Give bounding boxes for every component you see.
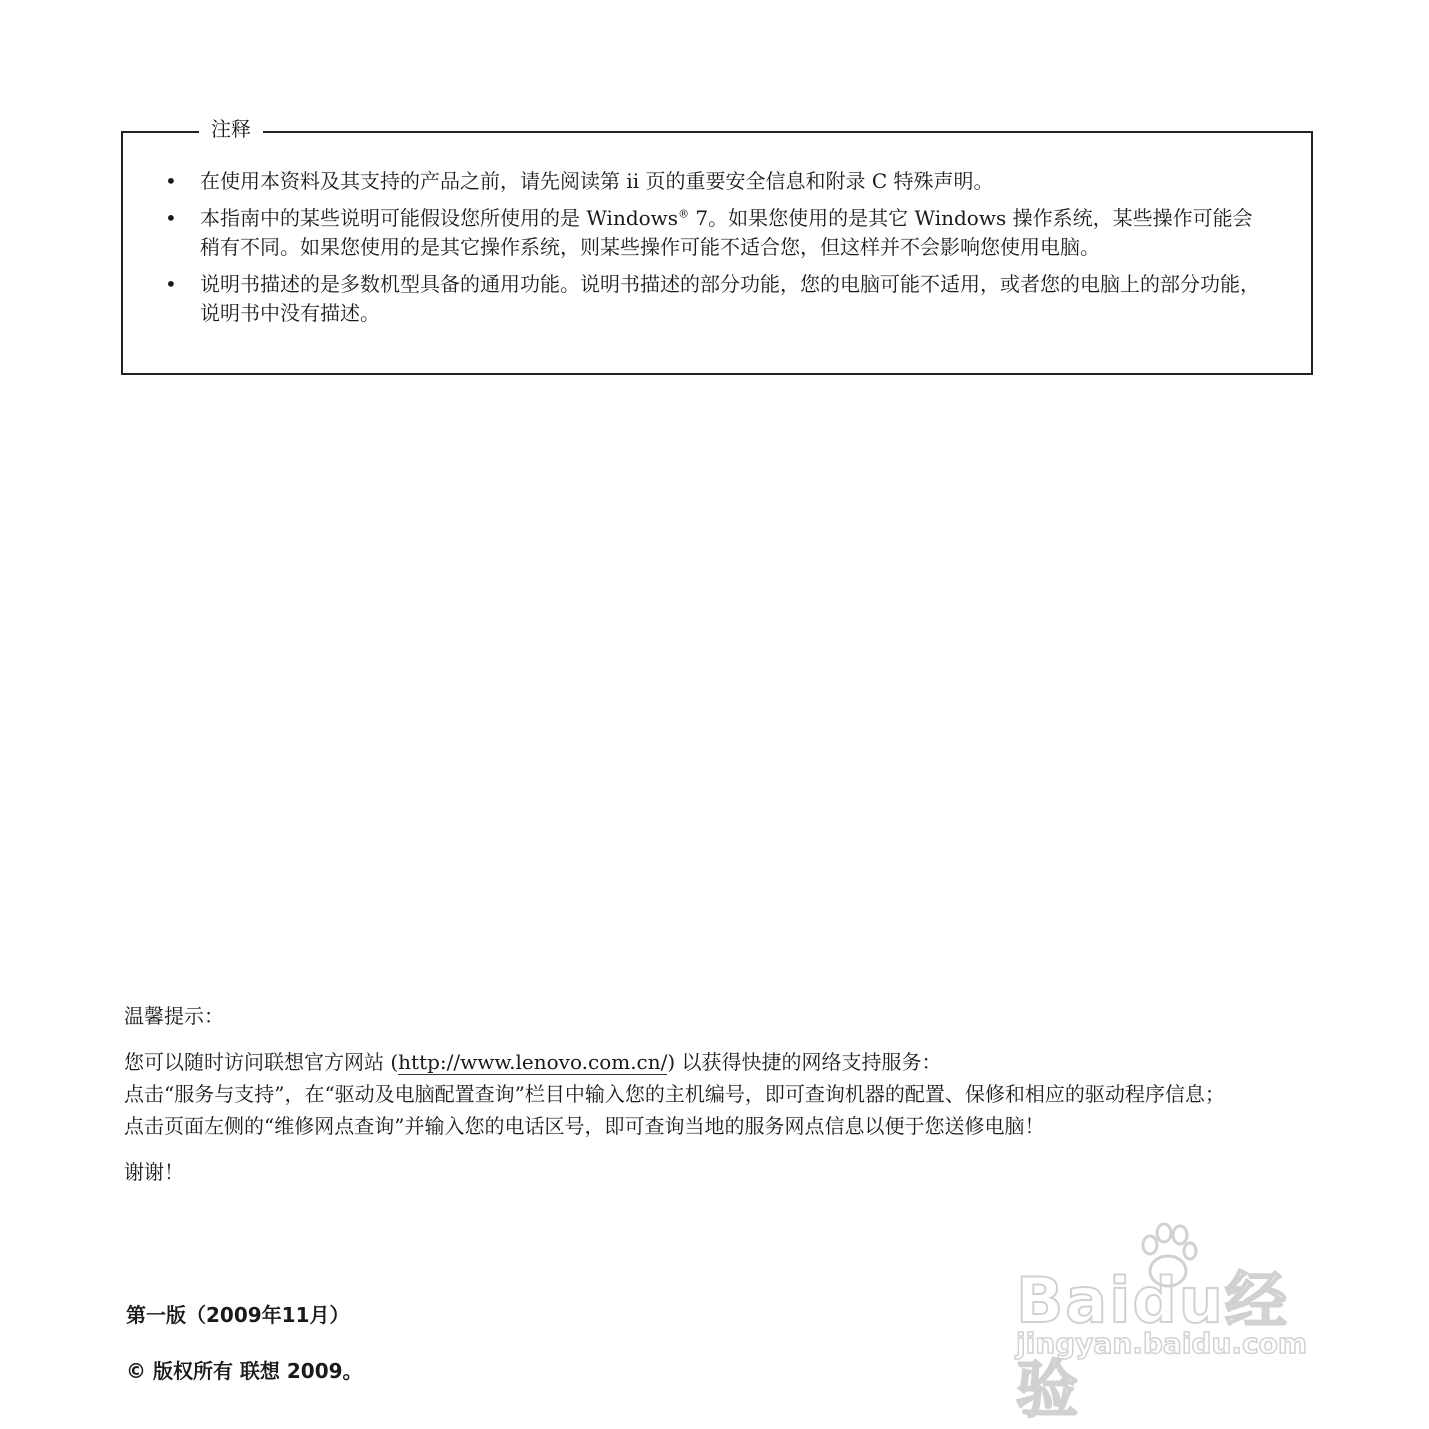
tips-heading: 温馨提示： — [124, 1004, 224, 1028]
tips-section — [124, 1000, 1334, 1188]
tips-thanks: 谢谢！ — [124, 1160, 184, 1184]
bullet-icon: • — [165, 169, 177, 193]
note-text-after: 7。如果您使用的是其它 Windows 操作系统，某些操作可能会稍有不同。如果您使用的是其它操作系统，则某些操作可能不适合您，但这样并不会影响您使用电脑。 — [200, 206, 1253, 259]
list-item — [161, 204, 1271, 262]
bullet-icon: • — [165, 206, 177, 230]
notes-title: 注释 — [199, 115, 263, 143]
tips-line-service: 点击“服务与支持”，在“驱动及电脑配置查询”栏目中输入您的主机编号，即可查询机器的配置、保修和相应的驱动程序信息； — [124, 1082, 1225, 1106]
baidu-watermark — [1010, 1215, 1350, 1426]
tips-line-website — [124, 1046, 1334, 1078]
copyright-line: © 版权所有 联想 2009。 — [126, 1359, 363, 1383]
lenovo-website-link[interactable]: http://www.lenovo.com.cn/ — [398, 1050, 668, 1074]
tips-line1-after: ) 以获得快捷的网络支持服务： — [667, 1050, 942, 1074]
tips-line1-before: 您可以随时访问联想官方网站 ( — [124, 1050, 399, 1074]
bullet-icon: • — [165, 272, 177, 296]
registered-mark: ® — [678, 207, 690, 221]
tips-line-repair: 点击页面左侧的“维修网点查询”并输入您的电话区号，即可查询当地的服务网点信息以便于您送修电脑！ — [124, 1114, 1045, 1138]
note-text: 在使用本资料及其支持的产品之前，请先阅读第 ii 页的重要安全信息和附录 C 特殊声明。 — [200, 169, 994, 193]
edition-line: 第一版（2009年11月） — [126, 1303, 350, 1327]
watermark-brand: Baidu经验 — [1016, 1264, 1289, 1426]
notes-box — [121, 117, 1313, 375]
note-text-before: 本指南中的某些说明可能假设您所使用的是 Windows — [200, 206, 679, 230]
note-text: 说明书描述的是多数机型具备的通用功能。说明书描述的部分功能，您的电脑可能不适用，或者您的电脑上的部分功能，说明书中没有描述。 — [200, 272, 1260, 325]
notes-list — [161, 167, 1271, 336]
list-item — [161, 167, 1271, 196]
watermark-url: jingyan.baidu.com — [1016, 1327, 1308, 1360]
list-item — [161, 270, 1271, 328]
